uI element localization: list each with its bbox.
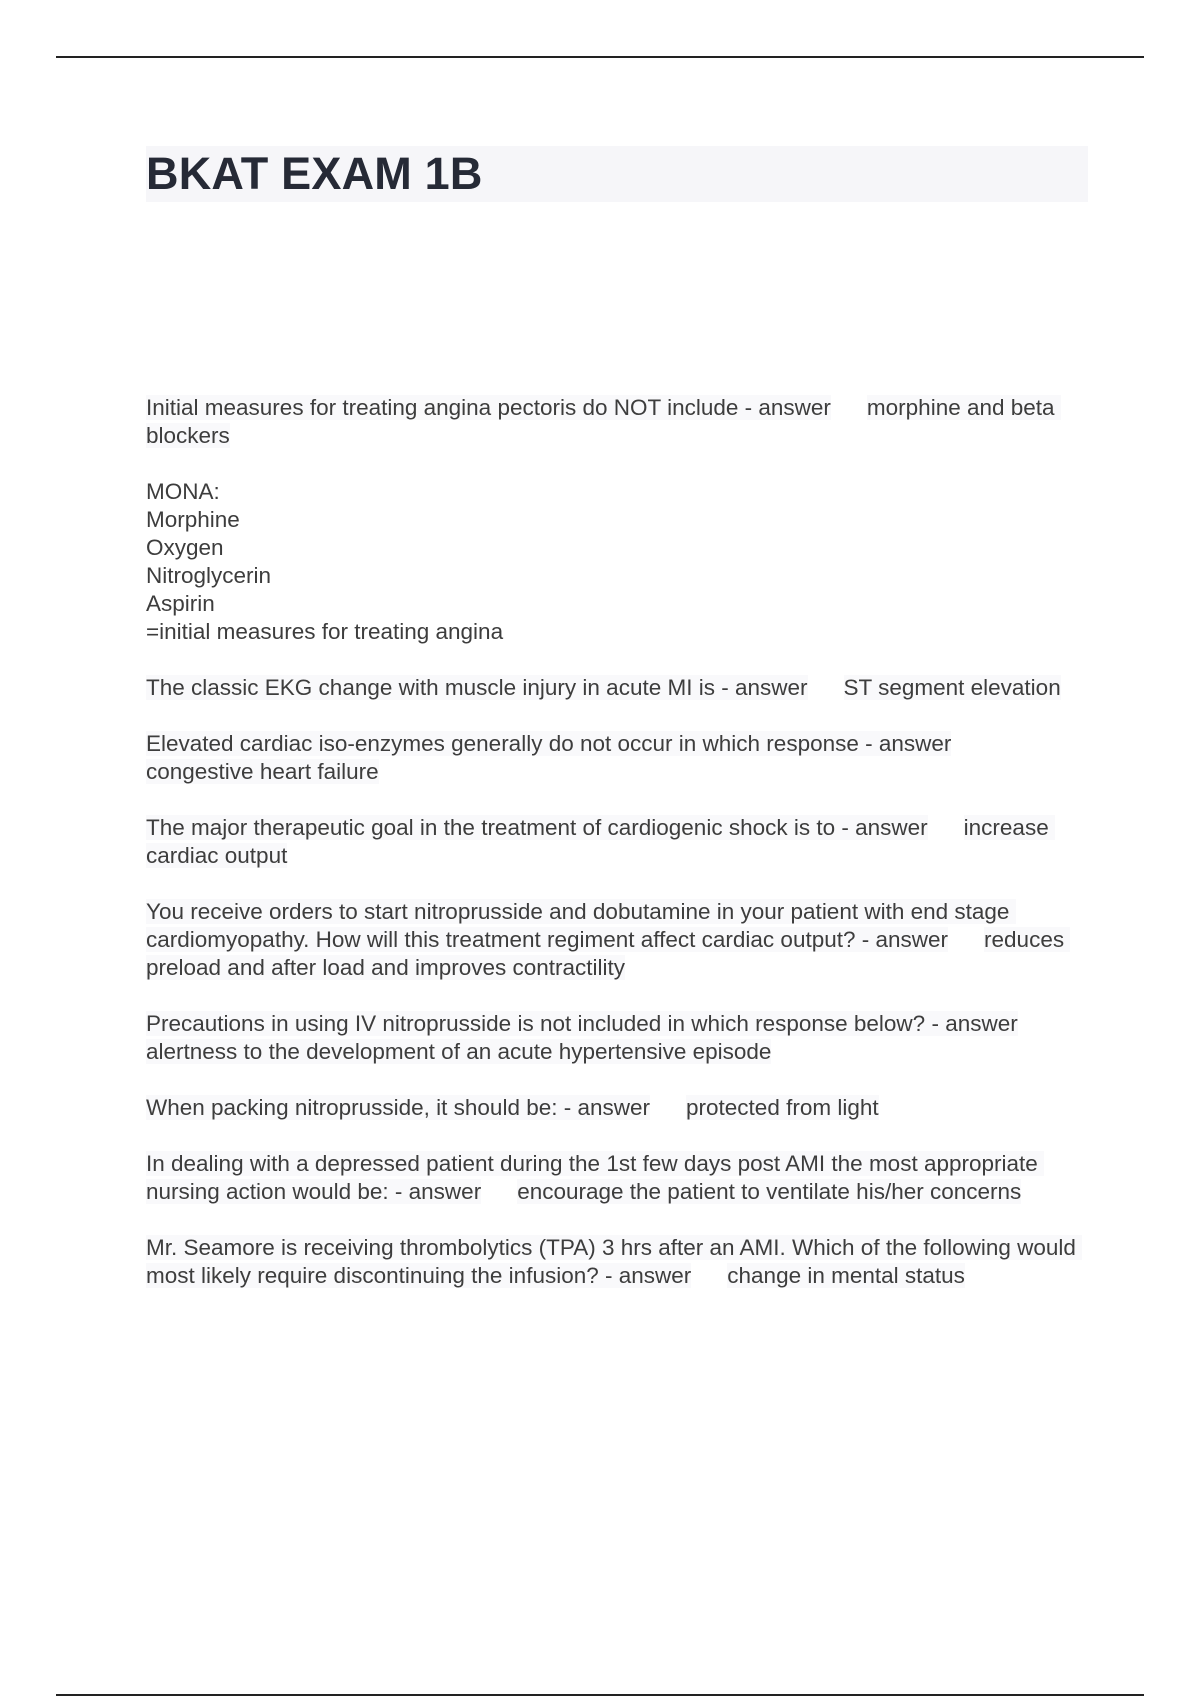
qa-item-9 bbox=[146, 1234, 1088, 1290]
question-text: Precautions in using IV nitroprusside is not included in which response below? - answer bbox=[146, 1011, 1018, 1036]
mona-line: Aspirin bbox=[146, 591, 215, 616]
answer-text: congestive heart failure bbox=[146, 759, 379, 784]
mona-line: Oxygen bbox=[146, 535, 224, 560]
qa-item-1 bbox=[146, 394, 1088, 450]
mona-line: MONA: bbox=[146, 479, 220, 504]
qa-item-4 bbox=[146, 814, 1088, 870]
question-text: When packing nitroprusside, it should be: - answer bbox=[146, 1095, 651, 1120]
question-text: Initial measures for treating angina pectoris do NOT include - answer bbox=[146, 395, 831, 420]
answer-text: morphine and beta blockers bbox=[146, 395, 1061, 448]
question-text: In dealing with a depressed patient during the 1st few days post AMI the most appropriate nursing action would be: - answer bbox=[146, 1151, 1045, 1204]
answer-text: increase cardiac output bbox=[146, 815, 1055, 868]
answer-text: ST segment elevation bbox=[843, 675, 1061, 700]
answer-text: alertness to the development of an acute hypertensive episode bbox=[146, 1039, 772, 1064]
answer-text: change in mental status bbox=[727, 1263, 965, 1288]
qa-content bbox=[146, 394, 1088, 1318]
mona-line: =initial measures for treating angina bbox=[146, 619, 504, 644]
mona-line: Morphine bbox=[146, 507, 240, 532]
bottom-rule bbox=[56, 1694, 1144, 1696]
qa-item-5 bbox=[146, 898, 1088, 982]
mona-line: Nitroglycerin bbox=[146, 563, 272, 588]
answer-text: encourage the patient to ventilate his/her concerns bbox=[517, 1179, 1022, 1204]
question-text: You receive orders to start nitroprusside and dobutamine in your patient with end stage cardiomyopathy. How will this treatment regiment affect cardiac output? - answer bbox=[146, 899, 1016, 952]
top-rule bbox=[56, 56, 1144, 58]
answer-text: protected from light bbox=[686, 1095, 879, 1120]
question-text: Elevated cardiac iso-enzymes generally do not occur in which response - answer bbox=[146, 731, 952, 756]
qa-item-7 bbox=[146, 1094, 1088, 1122]
document-title: BKAT EXAM 1B bbox=[146, 148, 483, 199]
qa-item-2 bbox=[146, 674, 1088, 702]
qa-item-8 bbox=[146, 1150, 1088, 1206]
question-text: Mr. Seamore is receiving thrombolytics (TPA) 3 hrs after an AMI. Which of the following would most likely require discontinuing the infusion? - answer bbox=[146, 1235, 1083, 1288]
mona-list bbox=[146, 478, 1088, 646]
qa-item-6 bbox=[146, 1010, 1088, 1066]
answer-text: reduces preload and after load and improves contractility bbox=[146, 927, 1071, 980]
qa-item-3 bbox=[146, 730, 1088, 786]
question-text: The classic EKG change with muscle injury in acute MI is - answer bbox=[146, 675, 808, 700]
question-text: The major therapeutic goal in the treatment of cardiogenic shock is to - answer bbox=[146, 815, 928, 840]
